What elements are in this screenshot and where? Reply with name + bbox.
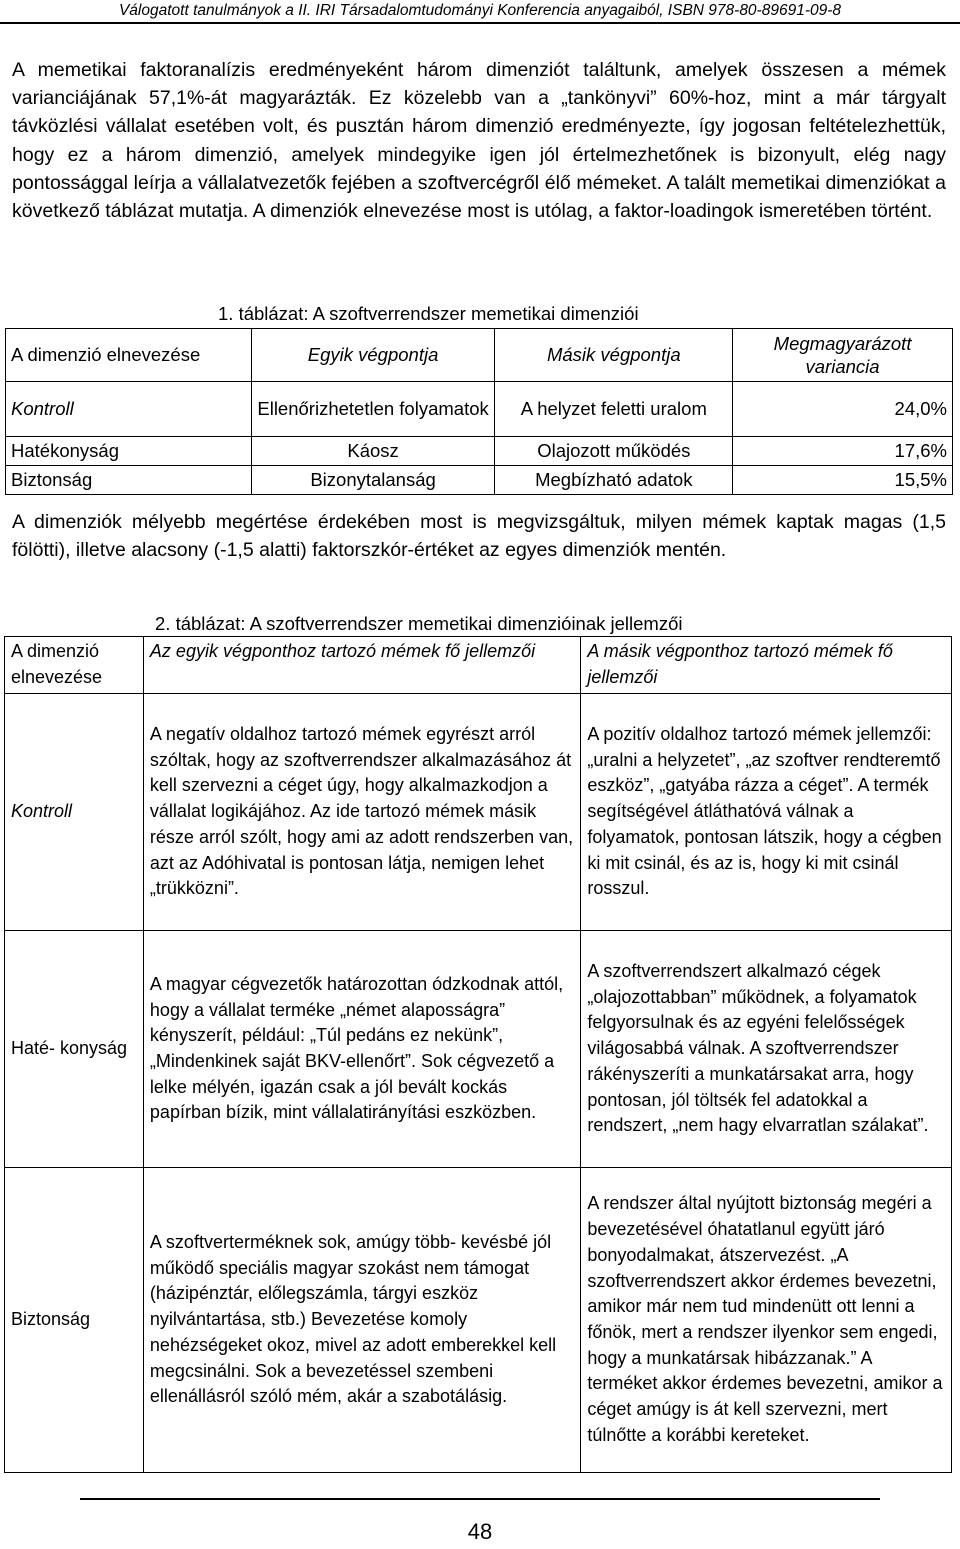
header-end1: Az egyik végponthoz tartozó mémek fő jellemzői: [143, 637, 580, 694]
table-row: [6, 466, 953, 495]
row-name: Hatékonyság: [6, 437, 252, 466]
row-end2: A helyzet feletti uralom: [495, 382, 733, 437]
row-end1: Káosz: [251, 437, 495, 466]
table2-caption: 2. táblázat: A szoftverrendszer memetikai dimenzióinak jellemzői: [155, 613, 683, 634]
row-end1: A negatív oldalhoz tartozó mémek egyrészt arról szóltak, hogy az szoftverrendszer alkalmazásához át kell szervezni a céget úgy, hogy alkalmazkodjon a vállalat logikájához. Az ide tartozó mémek másik része arról szólt, hogy ami az adott rendszerben van, azt az Adóhivatal is pontosan látja, nemigen lehet „trükközni”.: [143, 694, 580, 931]
header-dimension-name: A dimenzió elnevezése: [5, 637, 144, 694]
row-name: Biztonság: [5, 1168, 144, 1473]
table1-caption: 1. táblázat: A szoftverrendszer memetikai dimenziói: [218, 303, 639, 324]
dimension-characteristics-table: [4, 636, 952, 1473]
table-header-row: [5, 637, 952, 694]
row-end2: Megbízható adatok: [495, 466, 733, 495]
table-row: [6, 382, 953, 437]
paragraph-analysis: A dimenziók mélyebb megértése érdekében most is megvizsgáltuk, milyen mémek kaptak magas (1,5 fölötti), illetve alacsony (-1,5 alatti) faktorszkór-értéket az egyes dimenziók mentén.: [12, 511, 946, 562]
row-name: Biztonság: [6, 466, 252, 495]
row-variance: 24,0%: [733, 382, 953, 437]
row-end2: A szoftverrendszert alkalmazó cégek „olajozottabban” működnek, a folyamatok felgyorsulnak és az egyéni felelősségek világosabbá válnak. A szoftverrendszer rákényszeríti a munkatársakat arra, hogy pontosan, jól töltsék fel adatokkal a rendszert, „nem hagy elvarratlan szálakat”.: [581, 931, 952, 1168]
row-name: Kontroll: [6, 382, 252, 437]
memetic-dimensions-table: [5, 328, 953, 495]
row-name: Haté- konyság: [5, 931, 144, 1168]
table-row: [6, 437, 953, 466]
paragraph-intro: A memetikai faktoranalízis eredményeként három dimenziót találtunk, amelyek összesen a mémek varianciájának 57,1%-át magyarázták. Ez közelebb van a „tankönyvi” 60%-hoz, mint a már tárgyalt távközlési vállalat esetében volt, és pusztán három dimenzió eredményezte, így jogosan feltételezhettük, hogy ez a három dimenzió, amelyek mindegyike igen jól értelmezhetőnek is bizonyult, elég nagy pontossággal leírja a vállalatvezetők fejében a szoftvercégről élő mémeket. A talált memetikai dimenziókat a következő táblázat mutatja. A dimenziók elnevezése most is utólag, a faktor-loadingok ismeretében történt.: [12, 59, 946, 223]
header-dimension-name: A dimenzió elnevezése: [6, 329, 252, 382]
row-end2: A rendszer által nyújtott biztonság megéri a bevezetésével óhatatlanul együtt járó bonyodalmakat, átszervezést. „A szoftverrendszert akkor érdemes bevezetni, amikor már nem tud mindenütt ott lenni a főnök, mert a rendszer ilyenkor sem engedi, hogy a munkatársak hibázzanak.” A terméket akkor érdemes bevezetni, amikor a céget amúgy is át kell szervezni, mert túlnőtte a korábbi kereteket.: [581, 1168, 952, 1473]
row-variance: 17,6%: [733, 437, 953, 466]
footer-divider: [80, 1498, 880, 1500]
header-end2: A másik végponthoz tartozó mémek fő jellemzői: [581, 637, 952, 694]
table-row: [5, 694, 952, 931]
row-end1: A magyar cégvezetők határozottan ódzkodnak attól, hogy a vállalat terméke „német alaposságra” kényszerít, például: „Túl pedáns ez nekünk”, „Mindenkinek saját BKV-ellenőrt”. Sok cégvezető a lelke mélyén, igazán csak a jól bevált kockás papírban bízik, mint vállalatirányítási eszközben.: [143, 931, 580, 1168]
page-number: 48: [467, 1519, 493, 1544]
row-end1: A szoftverterméknek sok, amúgy több- kevésbé jól működő speciális magyar szokást nem támogat (házipénztár, előlegszámla, tárgyi eszköz nyilvántartása, stb.) Bevezetése komoly nehézségeket okoz, mivel az adott emberekkel kell megcsinálni. Sok a bevezetéssel szembeni ellenállásról szóló mém, akár a szabotálásig.: [143, 1168, 580, 1473]
table-row: [5, 931, 952, 1168]
row-variance: 15,5%: [733, 466, 953, 495]
table-header-row: [6, 329, 953, 382]
page-header: Válogatott tanulmányok a II. IRI Társadalomtudományi Konferencia anyagaiból, ISBN 978-80-89691-09-8: [0, 0, 960, 24]
row-end1: Ellenőrizhetetlen folyamatok: [251, 382, 495, 437]
row-end1: Bizonytalanság: [251, 466, 495, 495]
row-end2: A pozitív oldalhoz tartozó mémek jellemzői: „uralni a helyzetet”, „az szoftver rendteremtő eszköz”, „gatyába rázza a céget”. A termék segítségével átláthatóvá válnak a folyamatok, pontosan látszik, hogy a cégben ki mit csinál, és az is, hogy ki mit csinál rosszul.: [581, 694, 952, 931]
header-end2: Másik végpontja: [495, 329, 733, 382]
table-row: [5, 1168, 952, 1473]
row-name: Kontroll: [5, 694, 144, 931]
header-end1: Egyik végpontja: [251, 329, 495, 382]
header-variance: Megmagyarázott variancia: [733, 329, 953, 382]
row-end2: Olajozott működés: [495, 437, 733, 466]
